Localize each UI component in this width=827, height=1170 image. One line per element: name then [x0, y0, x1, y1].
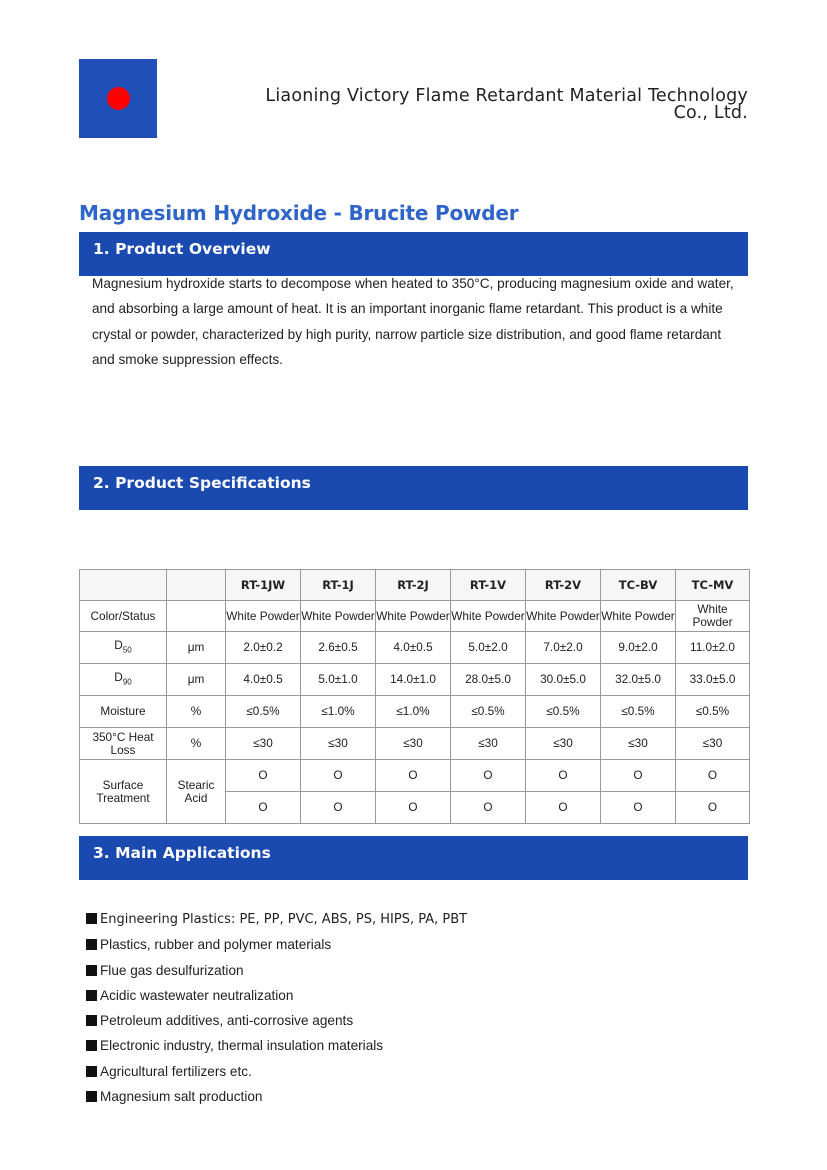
specifications-table: [79, 569, 750, 824]
table-cell: White Powder: [526, 601, 601, 632]
table-cell: O: [451, 760, 526, 792]
table-cell: ≤30: [676, 728, 750, 760]
company-name: [228, 88, 748, 122]
company-logo: [79, 59, 157, 138]
table-cell: 32.0±5.0: [601, 664, 676, 696]
section-heading-overview: 1. Product Overview: [79, 232, 748, 276]
table-cell: 14.0±1.0: [376, 664, 451, 696]
list-item-text: Engineering Plastics: PE, PP, PVC, ABS, PS, HIPS, PA, PBT: [100, 912, 468, 927]
list-item: [86, 1086, 467, 1111]
table-cell: ≤30: [301, 728, 376, 760]
table-cell: O: [301, 792, 376, 824]
list-item-text: Petroleum additives, anti-corrosive agents: [100, 1013, 354, 1029]
row-label-d50: [80, 632, 167, 664]
list-item: [86, 1061, 467, 1086]
table-cell: 5.0±2.0: [451, 632, 526, 664]
square-bullet-icon: [86, 939, 97, 950]
table-cell: O: [601, 792, 676, 824]
square-bullet-icon: [86, 1015, 97, 1026]
table-cell: O: [226, 792, 301, 824]
table-row: [80, 728, 750, 760]
column-header: RT-1V: [451, 570, 526, 601]
table-cell: O: [676, 792, 750, 824]
table-cell: 4.0±0.5: [226, 664, 301, 696]
row-unit: %: [167, 696, 226, 728]
logo-red-dot: [107, 87, 130, 110]
table-row: [80, 632, 750, 664]
square-bullet-icon: [86, 1040, 97, 1051]
list-item-text: Electronic industry, thermal insulation materials: [100, 1038, 384, 1054]
list-item: [86, 960, 467, 985]
column-header: RT-2V: [526, 570, 601, 601]
table-cell: O: [526, 792, 601, 824]
overview-text: Magnesium hydroxide starts to decompose when heated to 350°C, producing magnesium oxide and water, and absorbing a large amount of heat. It is an important inorganic flame retardant. This product is a white crystal or powder, characterized by high purity, narrow particle size distribution, and good flame retardant and smoke suppression effects.: [92, 276, 734, 367]
row-label: 350°C Heat Loss: [80, 728, 167, 760]
row-label-main: D: [114, 637, 123, 652]
table-row: [80, 760, 750, 792]
square-bullet-icon: [86, 1091, 97, 1102]
table-cell: ≤30: [451, 728, 526, 760]
column-header: RT-2J: [376, 570, 451, 601]
header-blank-cell: [80, 570, 167, 601]
row-unit: [167, 601, 226, 632]
table-cell: 7.0±2.0: [526, 632, 601, 664]
table-cell: O: [676, 760, 750, 792]
table-cell: 28.0±5.0: [451, 664, 526, 696]
column-header: TC-MV: [676, 570, 750, 601]
table-cell: ≤1.0%: [301, 696, 376, 728]
row-label-subscript: 50: [122, 645, 132, 655]
table-cell: 30.0±5.0: [526, 664, 601, 696]
table-cell: ≤30: [601, 728, 676, 760]
square-bullet-icon: [86, 913, 97, 924]
table-cell: O: [226, 760, 301, 792]
list-item: [86, 934, 467, 959]
row-label: Surface Treatment: [80, 760, 167, 824]
header-blank-cell: [167, 570, 226, 601]
table-row: [80, 601, 750, 632]
company-name-line2: Co., Ltd.: [673, 103, 748, 123]
square-bullet-icon: [86, 990, 97, 1001]
section-heading-specifications: 2. Product Specifications: [79, 466, 748, 510]
table-cell: 5.0±1.0: [301, 664, 376, 696]
table-cell: O: [526, 760, 601, 792]
table-cell: 4.0±0.5: [376, 632, 451, 664]
row-unit: μm: [167, 664, 226, 696]
table-cell: O: [301, 760, 376, 792]
table-cell: 11.0±2.0: [676, 632, 750, 664]
table-cell: ≤0.5%: [226, 696, 301, 728]
table-cell: 2.6±0.5: [301, 632, 376, 664]
table-cell: ≤0.5%: [451, 696, 526, 728]
table-cell: White Powder: [301, 601, 376, 632]
list-item-text: Agricultural fertilizers etc.: [100, 1063, 252, 1079]
list-item: [86, 985, 467, 1010]
document-title: Magnesium Hydroxide - Brucite Powder: [79, 201, 519, 225]
table-cell: White Powder: [226, 601, 301, 632]
table-cell: O: [601, 760, 676, 792]
square-bullet-icon: [86, 1066, 97, 1077]
table-cell: ≤0.5%: [526, 696, 601, 728]
table-cell: ≤30: [226, 728, 301, 760]
table-cell: 9.0±2.0: [601, 632, 676, 664]
table-cell: 33.0±5.0: [676, 664, 750, 696]
table-cell: White Powder: [376, 601, 451, 632]
square-bullet-icon: [86, 965, 97, 976]
table-cell: O: [376, 760, 451, 792]
table-cell: O: [376, 792, 451, 824]
row-label-d90: [80, 664, 167, 696]
list-item-text: Plastics, rubber and polymer materials: [100, 937, 332, 953]
row-unit: μm: [167, 632, 226, 664]
list-item: [86, 1010, 467, 1035]
section-heading-applications: 3. Main Applications: [79, 836, 748, 880]
table-row: [80, 696, 750, 728]
row-label: Moisture: [80, 696, 167, 728]
list-item: [86, 909, 467, 934]
column-header: TC-BV: [601, 570, 676, 601]
list-item-text: Flue gas desulfurization: [100, 962, 244, 978]
table-cell: ≤0.5%: [676, 696, 750, 728]
table-cell: ≤0.5%: [601, 696, 676, 728]
table-cell: ≤30: [526, 728, 601, 760]
table-cell: 2.0±0.2: [226, 632, 301, 664]
table-cell: O: [451, 792, 526, 824]
table-cell: ≤1.0%: [376, 696, 451, 728]
row-unit: %: [167, 728, 226, 760]
column-header: RT-1J: [301, 570, 376, 601]
row-unit: Stearic Acid: [167, 760, 226, 824]
table-cell: White Powder: [451, 601, 526, 632]
list-item-text: Magnesium salt production: [100, 1089, 263, 1105]
row-label-subscript: 90: [122, 677, 132, 687]
company-name-line1: Liaoning Victory Flame Retardant Material Technology: [265, 86, 748, 106]
column-header: RT-1JW: [226, 570, 301, 601]
table-cell: White Powder: [601, 601, 676, 632]
applications-list: [86, 909, 467, 1111]
table-header-row: [80, 570, 750, 601]
table-cell: White Powder: [676, 601, 750, 632]
row-label: Color/Status: [80, 601, 167, 632]
list-item: [86, 1035, 467, 1060]
row-label-main: D: [114, 669, 123, 684]
table-cell: ≤30: [376, 728, 451, 760]
table-row: [80, 664, 750, 696]
list-item-text: Acidic wastewater neutralization: [100, 987, 294, 1003]
